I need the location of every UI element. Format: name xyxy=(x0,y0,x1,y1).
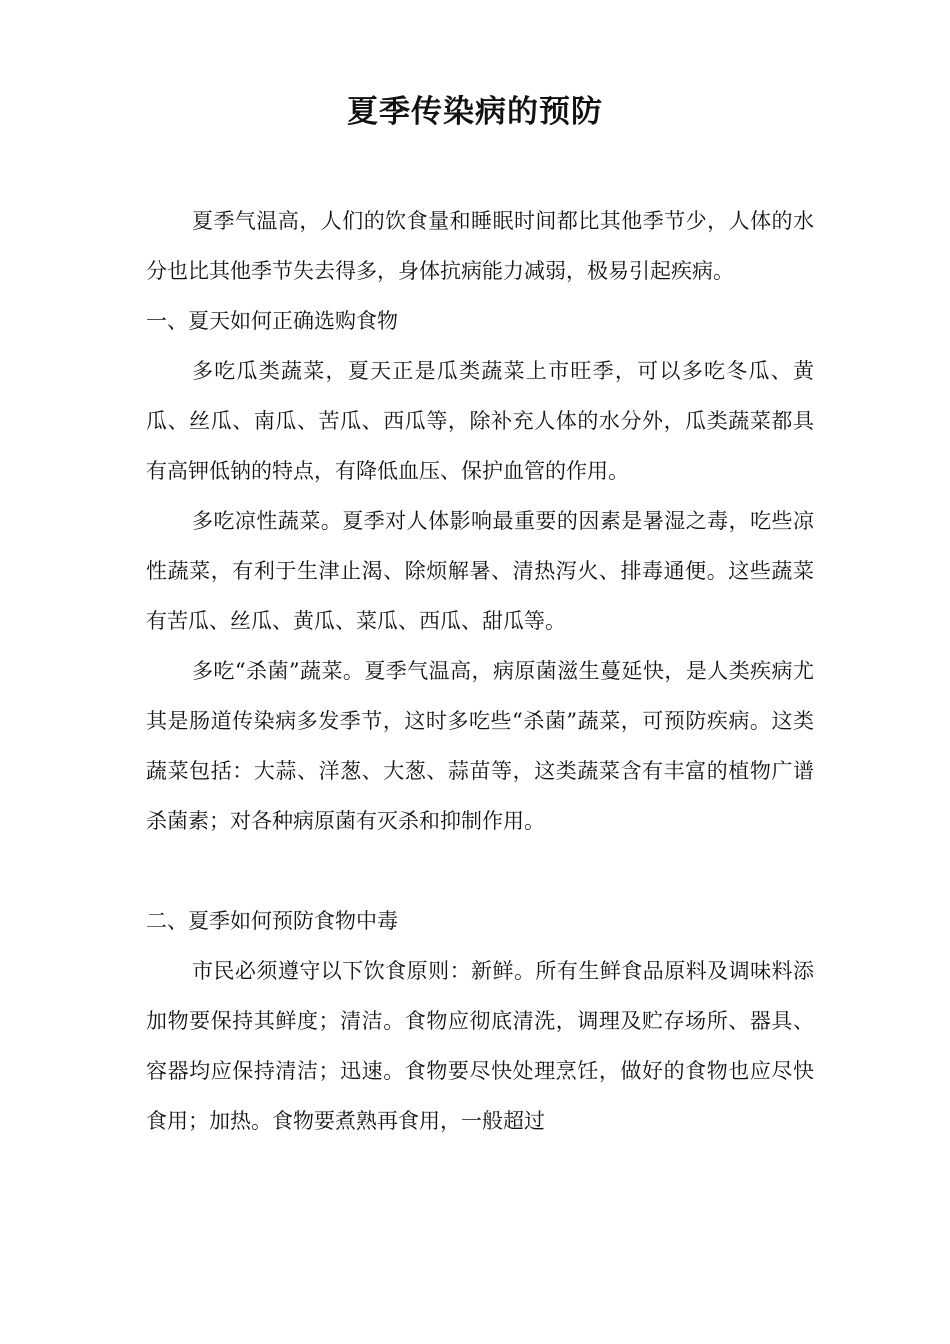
document-title: 夏季传染病的预防 xyxy=(347,94,603,130)
document-body xyxy=(146,196,814,1146)
intro-paragraph: 夏季气温高，人们的饮食量和睡眠时间都比其他季节少，人体的水分也比其他季节失去得多，身体抗病能力减弱，极易引起疾病。 xyxy=(146,209,814,283)
paragraph-melon-vegetables: 多吃瓜类蔬菜，夏天正是瓜类蔬菜上市旺季，可以多吃冬瓜、黄瓜、丝瓜、南瓜、苦瓜、西瓜等，除补充人体的水分外，瓜类蔬菜都具有高钾低钠的特点，有降低血压、保护血管的作用。 xyxy=(146,359,814,483)
paragraph-diet-principles: 市民必须遵守以下饮食原则：新鲜。所有生鲜食品原料及调味料添加物要保持其鲜度；清洁。食物应彻底清洗，调理及贮存场所、器具、容器均应保持清洁；迅速。食物要尽快处理烹饪，做好的食物也应尽快食用；加热。食物要煮熟再食用，一般超过 xyxy=(146,959,814,1133)
section-heading-food-selection: 一、夏天如何正确选购食物 xyxy=(146,309,398,333)
paragraph-antibacterial-vegetables: 多吃“杀菌”蔬菜。夏季气温高，病原菌滋生蔓延快，是人类疾病尤其是肠道传染病多发季节，这时多吃些“杀菌”蔬菜，可预防疾病。这类蔬菜包括：大蒜、洋葱、大葱、蒜苗等，这类蔬菜含有丰富的植物广谱杀菌素；对各种病原菌有灭杀和抑制作用。 xyxy=(146,659,814,833)
paragraph-cooling-vegetables: 多吃凉性蔬菜。夏季对人体影响最重要的因素是暑湿之毒，吃些凉性蔬菜，有利于生津止渴、除烦解暑、清热泻火、排毒通便。这些蔬菜有苦瓜、丝瓜、黄瓜、菜瓜、西瓜、甜瓜等。 xyxy=(146,509,814,633)
section-heading-food-poisoning: 二、夏季如何预防食物中毒 xyxy=(146,909,398,933)
